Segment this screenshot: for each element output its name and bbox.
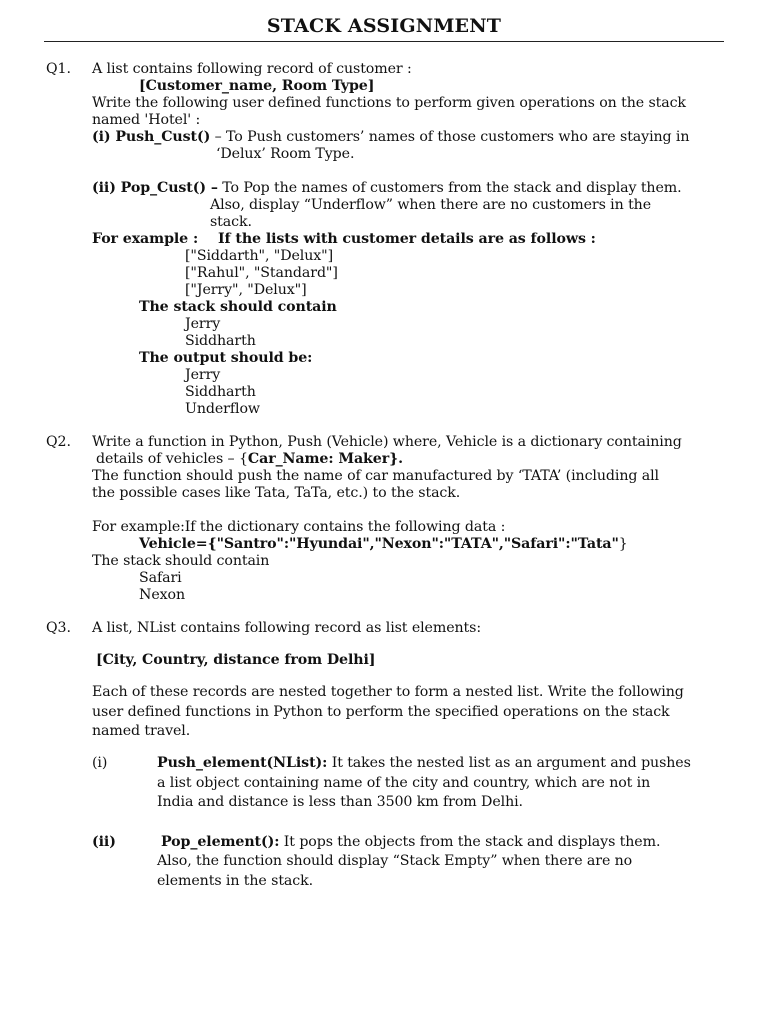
q1-example-text: If the lists with customer details are as follows : [218,231,596,247]
q1-part-i-label: (i) Push_Cust() [92,129,211,145]
q1-number: Q1. [46,61,71,77]
q3-part-i-text-cont: a list object containing name of the city and country, which are not in [157,775,651,791]
document-title: STACK ASSIGNMENT [266,15,502,37]
q3-part-ii [161,834,660,851]
q1-output-item: Underflow [185,401,260,417]
q1-record-format: [Customer_name, Room Type] [139,78,375,94]
q3-part-i-text-cont2: India and distance is less than 3500 km from Delhi. [157,794,523,810]
q1-stack-heading: The stack should contain [139,299,337,315]
q1-output-item: Siddharth [185,384,256,400]
q2-line2-text: details of vehicles – { [96,451,248,467]
q3-number: Q3. [46,620,71,636]
q1-part-ii-text-cont: Also, display “Underflow” when there are no customers in the [210,197,652,213]
q2-stack-item: Nexon [139,587,185,603]
q1-stack-item: Siddharth [185,333,256,349]
q2-number: Q2. [46,434,71,450]
q1-output-heading: The output should be: [139,350,313,366]
q1-stack-item: Jerry [185,316,221,332]
q3-para-line1: Each of these records are nested together to form a nested list. Write the following [92,684,684,700]
q2-stack-item: Safari [139,570,182,586]
q3-intro: A list, NList contains following record as list elements: [92,620,482,636]
q3-part-ii-text: It pops the objects from the stack and displays them. [279,834,661,850]
q3-part-ii-number: (ii) [92,834,116,850]
q2-stack-heading: The stack should contain [92,553,270,569]
q1-task-line1: Write the following user defined functions to perform given operations on the stack [92,95,686,111]
q2-dict-text: Vehicle={"Santro":"Hyundai","Nexon":"TATA","Safari":"Tata" [139,536,619,552]
q3-part-ii-text-cont: Also, the function should display “Stack Empty” when there are no [157,853,633,869]
q3-para-line2: user defined functions in Python to perform the specified operations on the stack [92,704,670,720]
q3-part-i-number: (i) [92,755,108,771]
q1-part-i-text: – To Push customers’ names of those customers who are staying in [210,129,690,145]
q2-dict-example [139,536,628,553]
q2-line2 [96,451,403,468]
title-underline [44,41,724,42]
q2-dict-close: } [618,536,628,552]
q3-para-line3: named travel. [92,723,191,739]
q1-example-row: ["Jerry", "Delux"] [185,282,307,298]
q3-part-ii-label: Pop_element(): [161,834,280,850]
q3-part-ii-text-cont2: elements in the stack. [157,873,314,889]
q3-part-i-text: It takes the nested list as an argument and pushes [327,755,691,771]
q1-part-ii-text-cont2: stack. [210,214,252,230]
q1-example-label: For example : [92,231,199,247]
q2-example: For example:If the dictionary contains the following data : [92,519,506,535]
q2-line1: Write a function in Python, Push (Vehicle) where, Vehicle is a dictionary containing [92,434,682,450]
q1-part-i [92,129,689,146]
q1-intro: A list contains following record of customer : [92,61,412,77]
q3-part-i [157,755,691,772]
q1-example-row: ["Rahul", "Standard"] [185,265,338,281]
q1-part-ii-text: To Pop the names of customers from the stack and display them. [217,180,682,196]
q2-line4: the possible cases like Tata, TaTa, etc.) to the stack. [92,485,461,501]
q1-task-line2: named 'Hotel' : [92,112,201,128]
q1-part-i-text-cont: ‘Delux’ Room Type. [216,146,355,162]
q3-part-i-label: Push_element(NList): [157,755,328,771]
q1-part-ii-label: (ii) Pop_Cust() – [92,180,218,196]
q1-example-row: ["Siddarth", "Delux"] [185,248,334,264]
q2-line2-bold: Car_Name: Maker}. [247,451,403,467]
q1-part-ii [92,180,682,197]
q2-line3: The function should push the name of car manufactured by ‘TATA’ (including all [92,468,659,484]
q1-output-item: Jerry [185,367,221,383]
q3-record-format: [City, Country, distance from Delhi] [96,652,376,668]
